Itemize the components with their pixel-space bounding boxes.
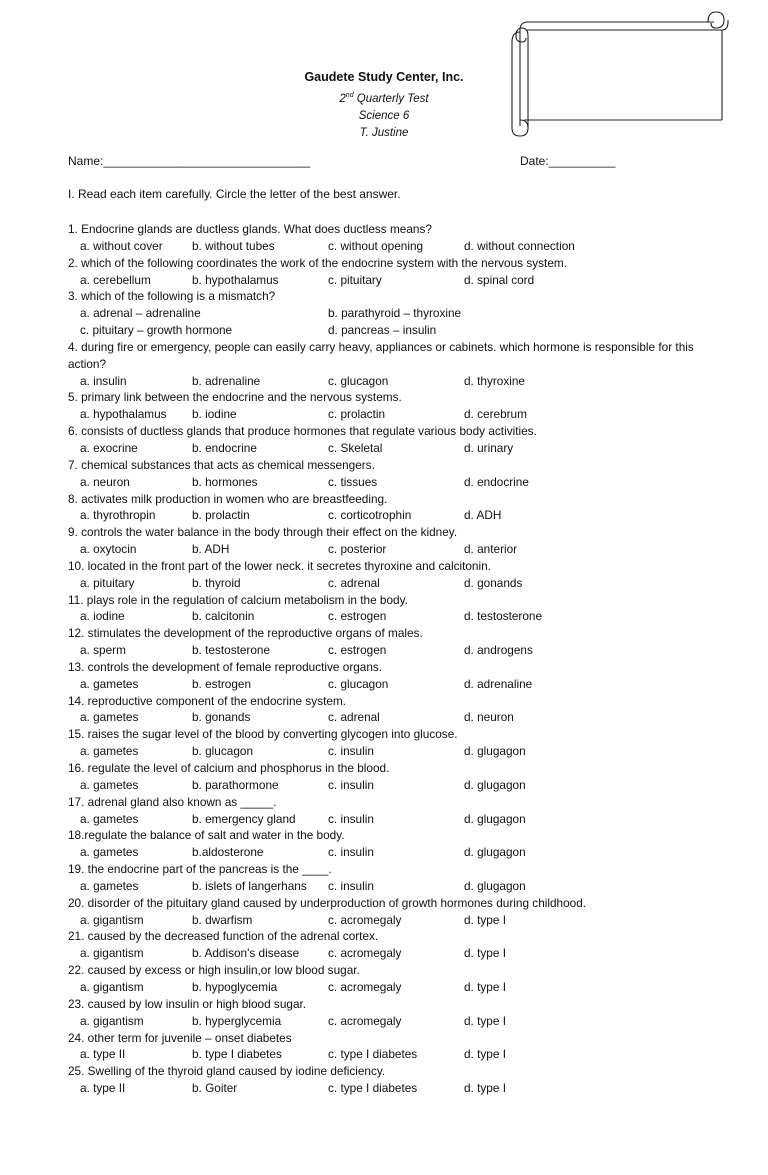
answer-choice[interactable]: b. calcitonin: [192, 609, 255, 624]
answer-choice[interactable]: b. type I diabetes: [192, 1047, 282, 1062]
question-text: 24. other term for juvenile – onset diabetes: [68, 1030, 292, 1045]
answer-choice[interactable]: b. parathyroid – thyroxine: [328, 306, 462, 321]
answer-choice[interactable]: c. insulin: [328, 878, 374, 893]
choice-row: [68, 1013, 708, 1030]
answer-choice[interactable]: b. glucagon: [192, 744, 254, 759]
answer-choice[interactable]: d. type I: [464, 912, 506, 927]
question-text: 11. plays role in the regulation of calcium metabolism in the body.: [68, 592, 408, 607]
question-item: [68, 928, 708, 962]
choice-row: [68, 406, 708, 423]
quarter-suffix: nd: [345, 92, 354, 99]
choice-row: [68, 945, 708, 962]
choice-row: [68, 608, 708, 625]
question-text: 14. reproductive component of the endocrine system.: [68, 693, 347, 708]
answer-choice[interactable]: a. gametes: [80, 676, 139, 691]
answer-choice[interactable]: b. emergency gland: [192, 811, 296, 826]
answer-choice[interactable]: c. glucagon: [328, 676, 389, 691]
question-item: [68, 962, 708, 996]
question-item: [68, 693, 708, 727]
question-text: 5. primary link between the endocrine and the nervous systems.: [68, 390, 402, 405]
answer-choice[interactable]: b. parathormone: [192, 777, 279, 792]
answer-choice[interactable]: a. gigantism: [80, 912, 144, 927]
answer-choice[interactable]: d. testosterone: [464, 609, 543, 624]
choice-row: [68, 373, 708, 390]
answer-choice[interactable]: b. endocrine: [192, 440, 257, 455]
question-text: 21. caused by the decreased function of the adrenal cortex.: [68, 929, 379, 944]
answer-choice[interactable]: d. glugagon: [464, 744, 526, 759]
question-text: 23. caused by low insulin or high blood sugar.: [68, 996, 307, 1011]
answer-choice[interactable]: b. testosterone: [192, 643, 271, 658]
date-label: Date:: [520, 154, 549, 168]
choice-row: [68, 912, 708, 929]
answer-choice[interactable]: d. cerebrum: [464, 407, 527, 422]
choice-row: [68, 979, 708, 996]
answer-choice[interactable]: b. islets of langerhans: [192, 878, 307, 893]
answer-choice[interactable]: c. pituitary: [328, 272, 382, 287]
question-item: [68, 288, 708, 339]
answer-choice[interactable]: d. without connection: [464, 238, 575, 253]
choice-row: [68, 743, 708, 760]
answer-choice[interactable]: a. gigantism: [80, 1013, 144, 1028]
answer-choice[interactable]: b. adrenaline: [192, 373, 261, 388]
question-item: [68, 592, 708, 626]
answer-choice[interactable]: c. acromegaly: [328, 912, 402, 927]
answer-choice[interactable]: b. hormones: [192, 474, 258, 489]
question-text: 18.regulate the balance of salt and water in the body.: [68, 828, 345, 843]
answer-choice[interactable]: c. corticotrophin: [328, 508, 412, 523]
school-name: Gaudete Study Center, Inc.: [304, 70, 464, 84]
answer-choice[interactable]: a. gametes: [80, 878, 139, 893]
choice-row: [68, 575, 708, 592]
choice-row: [68, 1046, 708, 1063]
choice-row: [68, 507, 708, 524]
subject-name: Science 6: [358, 109, 410, 122]
answer-choice[interactable]: c. type I diabetes: [328, 1047, 418, 1062]
question-item: [68, 524, 708, 558]
answer-choice[interactable]: c. insulin: [328, 744, 374, 759]
answer-choice[interactable]: b. Addison's disease: [192, 946, 300, 961]
answer-choice[interactable]: d. urinary: [464, 440, 514, 455]
answer-choice[interactable]: c. without opening: [328, 238, 424, 253]
choice-row: [68, 305, 708, 322]
answer-choice[interactable]: b. estrogen: [192, 676, 252, 691]
answer-choice[interactable]: b. hyperglycemia: [192, 1013, 282, 1028]
document-header: [0, 68, 768, 142]
answer-choice[interactable]: a. gigantism: [80, 946, 144, 961]
choice-row: [68, 777, 708, 794]
answer-choice[interactable]: c. acromegaly: [328, 946, 402, 961]
answer-choice[interactable]: d. glugagon: [464, 811, 526, 826]
question-item: [68, 457, 708, 491]
question-text: 3. which of the following is a mismatch?: [68, 289, 276, 304]
answer-choice[interactable]: a. type II: [80, 1047, 126, 1062]
instructions: I. Read each item carefully. Circle the letter of the best answer.: [68, 187, 401, 201]
answer-choice[interactable]: a. sperm: [80, 643, 126, 658]
choice-row: [68, 642, 708, 659]
quarter-label: Quarterly Test: [353, 92, 429, 105]
question-text: 6. consists of ductless glands that produce hormones that regulate various body activities.: [68, 424, 537, 439]
question-item: [68, 558, 708, 592]
question-text: 1. Endocrine glands are ductless glands. What does ductless means?: [68, 222, 432, 236]
name-blank: _______________________________: [103, 154, 311, 168]
teacher-name: T. Justine: [359, 126, 409, 139]
answer-choice[interactable]: c. adrenal: [328, 575, 380, 590]
answer-choice[interactable]: a. thyrothropin: [80, 508, 156, 523]
answer-choice[interactable]: d. pancreas – insulin: [328, 323, 437, 338]
question-text: 10. located in the front part of the lower neck. it secretes thyroxine and calcitonin.: [68, 558, 491, 573]
answer-choice[interactable]: a. gametes: [80, 845, 139, 860]
answer-choice[interactable]: a. gigantism: [80, 979, 144, 994]
choice-row: [68, 676, 708, 693]
choice-row: [68, 474, 708, 491]
answer-choice[interactable]: b. gonands: [192, 710, 251, 725]
answer-choice[interactable]: c. glucagon: [328, 373, 389, 388]
answer-choice[interactable]: b. hypothalamus: [192, 272, 279, 287]
answer-choice[interactable]: b. thyroid: [192, 575, 241, 590]
choice-row: [68, 272, 708, 289]
answer-choice[interactable]: d. gonands: [464, 575, 523, 590]
answer-choice[interactable]: a. hypothalamus: [80, 407, 167, 422]
quarter-number: 2: [339, 92, 346, 105]
answer-choice[interactable]: c. estrogen: [328, 643, 387, 658]
answer-choice[interactable]: c. estrogen: [328, 609, 387, 624]
answer-choice[interactable]: d. ADH: [464, 508, 502, 523]
answer-choice[interactable]: b. hypoglycemia: [192, 979, 278, 994]
answer-choice[interactable]: a. oxytocin: [80, 542, 137, 557]
choice-row: [68, 709, 708, 726]
answer-choice[interactable]: c. insulin: [328, 777, 374, 792]
question-text: 22. caused by excess or high insulin,or low blood sugar.: [68, 963, 360, 978]
question-item: [68, 726, 708, 760]
answer-choice[interactable]: d. glugagon: [464, 845, 526, 860]
answer-choice[interactable]: d. glugagon: [464, 878, 526, 893]
question-text: 12. stimulates the development of the reproductive organs of males.: [68, 626, 423, 641]
choice-row: [68, 322, 708, 339]
answer-choice[interactable]: b.aldosterone: [192, 845, 264, 860]
answer-choice[interactable]: c. Skeletal: [328, 440, 383, 455]
question-item: [68, 794, 708, 828]
question-text: 16. regulate the level of calcium and phosphorus in the blood.: [68, 761, 390, 775]
answer-choice[interactable]: c. pituitary – growth hormone: [80, 323, 233, 338]
question-item: [68, 827, 708, 861]
date-blank: __________: [548, 154, 616, 168]
question-text: 15. raises the sugar level of the blood by converting glycogen into glucose.: [68, 727, 458, 742]
question-item: [68, 1030, 708, 1064]
name-label: Name:: [68, 154, 104, 168]
question-item: [68, 861, 708, 895]
answer-choice[interactable]: d. neuron: [464, 710, 514, 725]
question-item: [68, 339, 708, 390]
question-text: 25. Swelling of the thyroid gland caused by iodine deficiency.: [68, 1064, 386, 1079]
answer-choice[interactable]: a. gametes: [80, 744, 139, 759]
answer-choice[interactable]: b. iodine: [192, 407, 237, 422]
question-text: 13. controls the development of female reproductive organs.: [68, 659, 383, 674]
answer-choice[interactable]: a. iodine: [80, 609, 125, 624]
answer-choice[interactable]: c. tissues: [328, 474, 378, 489]
question-text: 9. controls the water balance in the body through their effect on the kidney.: [68, 525, 458, 540]
question-item: [68, 625, 708, 659]
answer-choice[interactable]: a. insulin: [80, 373, 127, 388]
answer-choice[interactable]: d. adrenaline: [464, 676, 533, 691]
answer-choice[interactable]: c. posterior: [328, 542, 387, 557]
answer-choice[interactable]: c. insulin: [328, 845, 374, 860]
answer-choice[interactable]: c. acromegaly: [328, 1013, 402, 1028]
question-item: [68, 389, 708, 423]
question-item: [68, 221, 708, 255]
question-text: 17. adrenal gland also known as _____.: [68, 794, 277, 809]
question-item: [68, 1063, 708, 1097]
answer-choice[interactable]: a. exocrine: [80, 440, 138, 455]
answer-choice[interactable]: a. gametes: [80, 777, 139, 792]
answer-choice[interactable]: a. adrenal – adrenaline: [80, 306, 201, 321]
answer-choice[interactable]: a. type II: [80, 1081, 126, 1096]
answer-choice[interactable]: b. ADH: [192, 542, 230, 557]
choice-row: [68, 1080, 708, 1097]
question-item: [68, 996, 708, 1030]
test-title: [0, 87, 768, 108]
answer-choice[interactable]: b. dwarfism: [192, 912, 253, 927]
question-text: 19. the endocrine part of the pancreas is the ____.: [68, 862, 332, 877]
choice-row: [68, 440, 708, 457]
choice-row: [68, 541, 708, 558]
question-list: [68, 221, 708, 1097]
question-text: 2. which of the following coordinates the work of the endocrine system with the nervous system.: [68, 255, 567, 270]
answer-choice[interactable]: b. prolactin: [192, 508, 250, 523]
answer-choice[interactable]: a. gametes: [80, 811, 139, 826]
question-text: 4. during fire or emergency, people can easily carry heavy, appliances or cabinets. which hormone is responsible for this action?: [68, 339, 694, 371]
question-item: [68, 255, 708, 289]
answer-choice[interactable]: a. pituitary: [80, 575, 135, 590]
answer-choice[interactable]: d. type I: [464, 979, 506, 994]
answer-choice[interactable]: d. type I: [464, 1047, 506, 1062]
question-item: [68, 423, 708, 457]
question-item: [68, 760, 708, 794]
answer-choice[interactable]: a. cerebellum: [80, 272, 151, 287]
answer-choice[interactable]: c. prolactin: [328, 407, 386, 422]
answer-choice[interactable]: d. thyroxine: [464, 373, 525, 388]
answer-choice[interactable]: c. insulin: [328, 811, 374, 826]
choice-row: [68, 238, 708, 255]
answer-choice[interactable]: a. without cover: [80, 238, 163, 253]
question-item: [68, 895, 708, 929]
answer-choice[interactable]: a. gametes: [80, 710, 139, 725]
answer-choice[interactable]: d. type I: [464, 1013, 506, 1028]
answer-choice[interactable]: d. glugagon: [464, 777, 526, 792]
answer-choice[interactable]: c. type I diabetes: [328, 1081, 418, 1096]
answer-choice[interactable]: b. without tubes: [192, 238, 275, 253]
choice-row: [68, 878, 708, 895]
question-item: [68, 491, 708, 525]
answer-choice[interactable]: d. endocrine: [464, 474, 529, 489]
question-text: 20. disorder of the pituitary gland caused by underproduction of growth hormones during childhood.: [68, 895, 587, 910]
answer-choice[interactable]: b. Goiter: [192, 1081, 238, 1096]
answer-choice[interactable]: a. neuron: [80, 474, 130, 489]
name-field[interactable]: [68, 154, 310, 168]
answer-choice[interactable]: d. type I: [464, 946, 506, 961]
question-text: 7. chemical substances that acts as chemical messengers.: [68, 457, 375, 472]
date-field[interactable]: [520, 154, 615, 168]
question-text: 8. activates milk production in women who are breastfeeding.: [68, 491, 388, 506]
answer-choice[interactable]: d. spinal cord: [464, 272, 535, 287]
question-item: [68, 659, 708, 693]
answer-choice[interactable]: c. acromegaly: [328, 979, 402, 994]
answer-choice[interactable]: d. anterior: [464, 542, 518, 557]
choice-row: [68, 844, 708, 861]
choice-row: [68, 811, 708, 828]
answer-choice[interactable]: c. adrenal: [328, 710, 380, 725]
answer-choice[interactable]: d. type I: [464, 1081, 506, 1096]
answer-choice[interactable]: d. androgens: [464, 643, 533, 658]
